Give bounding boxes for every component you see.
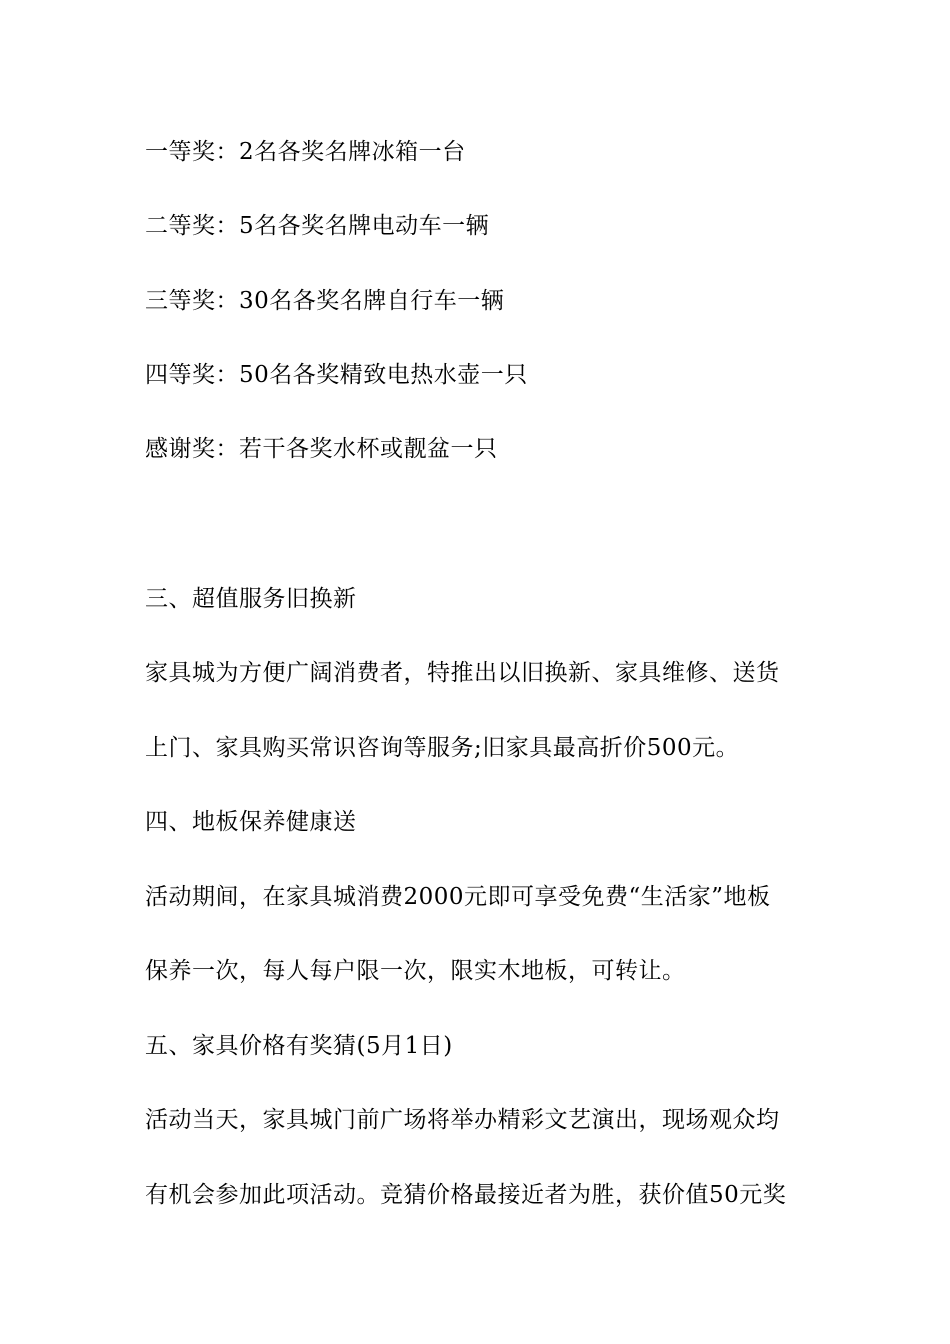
- section-3-body-line-1: 家具城为方便广阔消费者，特推出以旧换新、家具维修、送货: [145, 660, 780, 686]
- section-5-body-line-1: 活动当天，家具城门前广场将举办精彩文艺演出，现场观众均: [145, 1107, 780, 1133]
- prize-fourth: 四等奖：50名各奖精致电热水壶一只: [145, 362, 528, 388]
- section-4-body-line-2: 保养一次，每人每户限一次，限实木地板，可转让。: [145, 958, 686, 984]
- prize-second: 二等奖：5名各奖名牌电动车一辆: [145, 213, 490, 239]
- section-5-heading: 五、家具价格有奖猜(5月1日): [145, 1033, 453, 1059]
- section-5-body-line-2: 有机会参加此项活动。竞猜价格最接近者为胜，获价值50元奖: [145, 1182, 787, 1208]
- section-4-body-line-1: 活动期间，在家具城消费2000元即可享受免费“生活家”地板: [145, 884, 771, 910]
- prize-first: 一等奖：2名各奖名牌冰箱一台: [145, 139, 466, 165]
- section-4-heading: 四、地板保养健康送: [145, 809, 357, 835]
- prize-thanks: 感谢奖：若干各奖水杯或靓盆一只: [145, 436, 498, 462]
- section-3-heading: 三、超值服务旧换新: [145, 586, 357, 612]
- section-3-body-line-2: 上门、家具购买常识咨询等服务;旧家具最高折价500元。: [145, 735, 740, 761]
- prize-third: 三等奖：30名各奖名牌自行车一辆: [145, 288, 505, 314]
